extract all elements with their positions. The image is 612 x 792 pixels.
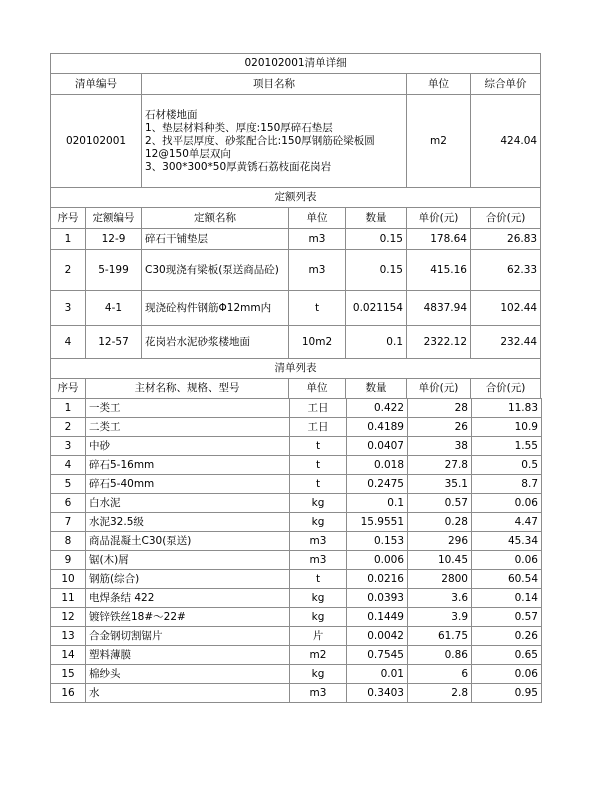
quota-qty: 0.021154 — [346, 291, 407, 326]
material-unit: t — [290, 475, 347, 494]
material-row — [51, 456, 542, 475]
quota-total: 62.33 — [471, 250, 541, 291]
material-unit: 工日 — [290, 418, 347, 437]
material-unit: m3 — [290, 551, 347, 570]
material-header-qty: 数量 — [346, 379, 407, 399]
quota-header-qty: 数量 — [346, 208, 407, 229]
quota-code: 5-199 — [86, 250, 142, 291]
quota-no: 1 — [51, 229, 86, 250]
quota-header-total: 合价(元) — [471, 208, 541, 229]
material-no: 4 — [51, 456, 86, 475]
material-qty: 0.7545 — [347, 646, 408, 665]
material-name: 合金钢切割锯片 — [86, 627, 290, 646]
material-qty: 0.0407 — [347, 437, 408, 456]
quota-row — [51, 291, 541, 326]
quota-qty: 0.15 — [346, 229, 407, 250]
quota-no: 3 — [51, 291, 86, 326]
material-price: 27.8 — [408, 456, 472, 475]
material-header-total: 合价(元) — [471, 379, 541, 399]
material-price: 26 — [408, 418, 472, 437]
material-unit: kg — [290, 494, 347, 513]
item-name-line: 石材楼地面 — [145, 108, 198, 121]
item-name-line: 2、找平层厚度、砂浆配合比:150厚钢筋砼梁板圆 — [145, 134, 375, 147]
item-code: 020102001 — [51, 95, 142, 188]
material-row — [51, 475, 542, 494]
material-qty: 0.153 — [347, 532, 408, 551]
material-name: 钢筋(综合) — [86, 570, 290, 589]
material-total: 60.54 — [472, 570, 542, 589]
material-no: 14 — [51, 646, 86, 665]
quota-header-unit: 单位 — [289, 208, 346, 229]
material-row — [51, 570, 542, 589]
material-row — [51, 532, 542, 551]
material-no: 11 — [51, 589, 86, 608]
material-no: 16 — [51, 684, 86, 703]
quota-no: 2 — [51, 250, 86, 291]
material-qty: 0.3403 — [347, 684, 408, 703]
material-qty: 0.1 — [347, 494, 408, 513]
material-total: 0.06 — [472, 494, 542, 513]
material-header-no: 序号 — [51, 379, 86, 399]
material-total: 0.26 — [472, 627, 542, 646]
material-price: 2800 — [408, 570, 472, 589]
material-no: 2 — [51, 418, 86, 437]
material-no: 1 — [51, 399, 86, 418]
material-price: 35.1 — [408, 475, 472, 494]
quota-code: 4-1 — [86, 291, 142, 326]
material-row — [51, 494, 542, 513]
item-unit: m2 — [407, 95, 471, 188]
material-no: 5 — [51, 475, 86, 494]
quota-header-name: 定额名称 — [142, 208, 289, 229]
material-unit: kg — [290, 608, 347, 627]
material-no: 7 — [51, 513, 86, 532]
material-no: 13 — [51, 627, 86, 646]
quota-name: C30现浇有梁板(泵送商品砼) — [142, 250, 289, 291]
material-qty: 0.4189 — [347, 418, 408, 437]
material-no: 3 — [51, 437, 86, 456]
material-price: 0.57 — [408, 494, 472, 513]
material-total: 0.06 — [472, 665, 542, 684]
material-unit: m3 — [290, 532, 347, 551]
material-name: 水泥32.5级 — [86, 513, 290, 532]
material-price: 3.6 — [408, 589, 472, 608]
material-name: 碎石5-40mm — [86, 475, 290, 494]
material-total: 11.83 — [472, 399, 542, 418]
material-no: 10 — [51, 570, 86, 589]
material-no: 12 — [51, 608, 86, 627]
material-name: 棉纱头 — [86, 665, 290, 684]
material-qty: 0.018 — [347, 456, 408, 475]
header-unit: 单位 — [407, 74, 471, 95]
material-price: 61.75 — [408, 627, 472, 646]
material-total: 0.65 — [472, 646, 542, 665]
material-header-unit: 单位 — [289, 379, 346, 399]
quota-header-no: 序号 — [51, 208, 86, 229]
material-body — [51, 399, 542, 703]
material-unit: t — [290, 437, 347, 456]
quota-total: 102.44 — [471, 291, 541, 326]
item-name — [142, 95, 407, 188]
item-name-line: 3、300*300*50厚黄锈石荔枝面花岗岩 — [145, 160, 332, 173]
material-no: 9 — [51, 551, 86, 570]
item-name-line: 12@150单层双向 — [145, 147, 231, 160]
material-price: 0.86 — [408, 646, 472, 665]
quota-price: 415.16 — [407, 250, 471, 291]
material-unit: t — [290, 570, 347, 589]
material-row — [51, 399, 542, 418]
quota-row — [51, 229, 541, 250]
quota-qty: 0.15 — [346, 250, 407, 291]
quota-price: 4837.94 — [407, 291, 471, 326]
material-row — [51, 437, 542, 456]
material-row — [51, 551, 542, 570]
quota-row — [51, 250, 541, 291]
quota-unit: 10m2 — [289, 326, 346, 359]
page-title: 020102001清单详细 — [51, 54, 541, 74]
material-total: 8.7 — [472, 475, 542, 494]
quota-header-code: 定额编号 — [86, 208, 142, 229]
material-row — [51, 665, 542, 684]
material-no: 8 — [51, 532, 86, 551]
material-unit: t — [290, 456, 347, 475]
material-price: 296 — [408, 532, 472, 551]
material-name: 碎石5-16mm — [86, 456, 290, 475]
material-name: 商品混凝土C30(泵送) — [86, 532, 290, 551]
material-name: 塑料薄膜 — [86, 646, 290, 665]
material-unit: 片 — [290, 627, 347, 646]
material-total: 0.14 — [472, 589, 542, 608]
material-name: 电焊条结 422 — [86, 589, 290, 608]
material-unit: kg — [290, 513, 347, 532]
material-total: 0.95 — [472, 684, 542, 703]
material-price: 2.8 — [408, 684, 472, 703]
material-row — [51, 684, 542, 703]
quota-unit: m3 — [289, 250, 346, 291]
material-row — [51, 513, 542, 532]
quota-name: 现浇砼构件钢筋Φ12mm内 — [142, 291, 289, 326]
material-table — [50, 398, 542, 703]
material-row — [51, 627, 542, 646]
quota-name: 花岗岩水泥砂浆楼地面 — [142, 326, 289, 359]
material-total: 0.57 — [472, 608, 542, 627]
material-row — [51, 418, 542, 437]
material-qty: 15.9551 — [347, 513, 408, 532]
quota-price: 178.64 — [407, 229, 471, 250]
material-total: 10.9 — [472, 418, 542, 437]
material-row — [51, 608, 542, 627]
quota-total: 26.83 — [471, 229, 541, 250]
material-total: 0.5 — [472, 456, 542, 475]
material-name: 二类工 — [86, 418, 290, 437]
material-unit: 工日 — [290, 399, 347, 418]
material-price: 28 — [408, 399, 472, 418]
bill-detail-table — [50, 53, 541, 399]
header-total-price: 综合单价 — [471, 74, 541, 95]
material-total: 45.34 — [472, 532, 542, 551]
quota-code: 12-57 — [86, 326, 142, 359]
material-qty: 0.0042 — [347, 627, 408, 646]
quota-code: 12-9 — [86, 229, 142, 250]
material-header-name: 主材名称、规格、型号 — [86, 379, 289, 399]
material-total: 4.47 — [472, 513, 542, 532]
material-unit: kg — [290, 589, 347, 608]
material-qty: 0.422 — [347, 399, 408, 418]
material-no: 6 — [51, 494, 86, 513]
quota-header-price: 单价(元) — [407, 208, 471, 229]
material-unit: m3 — [290, 684, 347, 703]
material-qty: 0.2475 — [347, 475, 408, 494]
material-name: 镀锌铁丝18#～22# — [86, 608, 290, 627]
material-unit: m2 — [290, 646, 347, 665]
material-qty: 0.0393 — [347, 589, 408, 608]
material-qty: 0.0216 — [347, 570, 408, 589]
item-name-line: 1、垫层材料种类、厚度:150厚碎石垫层 — [145, 121, 333, 134]
material-total: 1.55 — [472, 437, 542, 456]
material-price: 3.9 — [408, 608, 472, 627]
item-total-price: 424.04 — [471, 95, 541, 188]
material-price: 6 — [408, 665, 472, 684]
header-name: 项目名称 — [142, 74, 407, 95]
material-price: 0.28 — [408, 513, 472, 532]
material-name: 一类工 — [86, 399, 290, 418]
quota-row — [51, 326, 541, 359]
quota-total: 232.44 — [471, 326, 541, 359]
material-qty: 0.1449 — [347, 608, 408, 627]
quota-qty: 0.1 — [346, 326, 407, 359]
material-name: 水 — [86, 684, 290, 703]
quota-price: 2322.12 — [407, 326, 471, 359]
material-unit: kg — [290, 665, 347, 684]
material-name: 白水泥 — [86, 494, 290, 513]
material-price: 38 — [408, 437, 472, 456]
material-price: 10.45 — [408, 551, 472, 570]
material-name: 中砂 — [86, 437, 290, 456]
quota-unit: t — [289, 291, 346, 326]
quota-unit: m3 — [289, 229, 346, 250]
material-no: 15 — [51, 665, 86, 684]
material-name: 锯(木)屑 — [86, 551, 290, 570]
material-qty: 0.01 — [347, 665, 408, 684]
header-code: 清单编号 — [51, 74, 142, 95]
material-section-title: 清单列表 — [51, 359, 541, 379]
quota-name: 碎石干铺垫层 — [142, 229, 289, 250]
material-header-price: 单价(元) — [407, 379, 471, 399]
material-total: 0.06 — [472, 551, 542, 570]
material-qty: 0.006 — [347, 551, 408, 570]
material-row — [51, 646, 542, 665]
quota-no: 4 — [51, 326, 86, 359]
quota-section-title: 定额列表 — [51, 188, 541, 208]
material-row — [51, 589, 542, 608]
